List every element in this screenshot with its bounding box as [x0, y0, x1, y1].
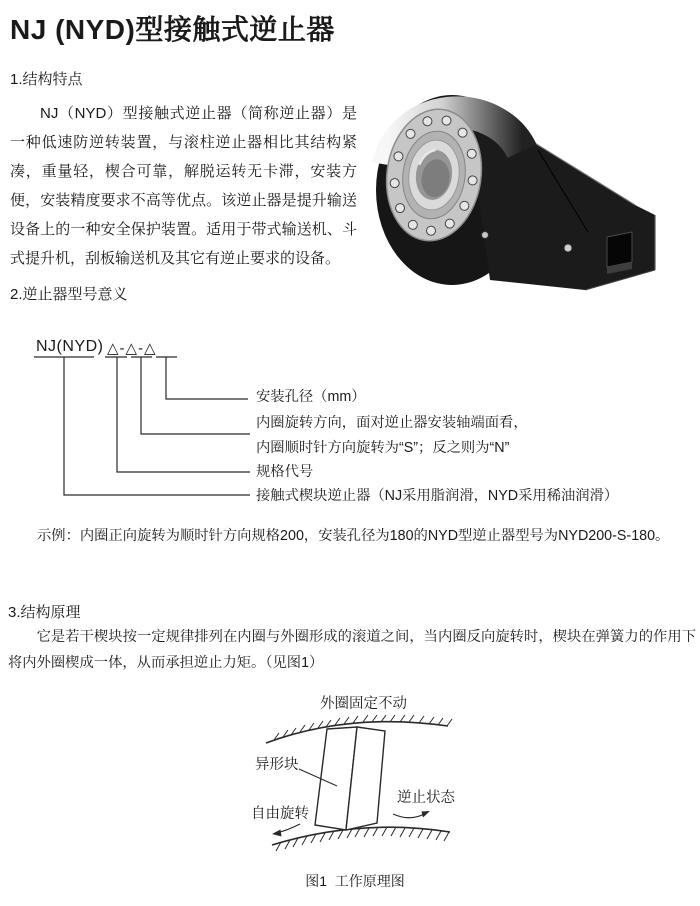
backstop-device-image [370, 85, 700, 300]
model-prefix: NJ(NYD) [36, 338, 104, 355]
model-label-direction-1: 内圈旋转方向，面对逆止器安装轴端面看， [256, 415, 528, 431]
model-label-direction-2: 内圈顺时针方向旋转为“S”；反之则为“N” [256, 440, 510, 456]
figure1-label-free: 自由旋转 [251, 806, 309, 822]
arm-bolt [564, 244, 572, 252]
section3-body: 它是若干楔块按一定规律排列在内圈与外圈形成的滚道之间，当内圈反向旋转时，楔块在弹簧力的作用下将内外圈楔成一体，从而承担逆止力矩。（见图1） [8, 629, 696, 671]
figure1-label-block: 异形块 [255, 757, 299, 773]
model-label-type: 接触式楔块逆止器（NJ采用脂润滑，NYD采用稀油润滑） [256, 488, 619, 504]
section3-heading: 3.结构原理 [8, 604, 81, 621]
figure1-diagram [230, 690, 480, 870]
backstop-arrow [393, 813, 426, 818]
model-label-spec: 规格代号 [256, 464, 314, 480]
page-title: NJ (NYD)型接触式逆止器 [10, 14, 335, 45]
figure1-caption: 图1 工作原理图 [305, 873, 405, 889]
model-label-bore: 安装孔径（mm） [256, 389, 366, 405]
model-example: 示例：内圈正向旋转为顺时针方向规格200，安装孔径为180的NYD型逆止器型号为NYD200-S-180。 [37, 528, 670, 544]
figure1-label-backstop: 逆止状态 [397, 790, 455, 806]
figure1-label-outer-ring: 外圈固定不动 [320, 696, 407, 712]
arm-bolt [482, 232, 489, 239]
model-placeholders: △-△-△ [107, 340, 157, 357]
product-photo [370, 85, 700, 300]
section2-heading: 2.逆止器型号意义 [10, 286, 128, 303]
inner-ring-arc [272, 827, 450, 845]
section1-heading: 1.结构特点 [10, 71, 83, 88]
section1-body: NJ（NYD）型接触式逆止器（简称逆止器）是一种低速防逆转装置，与滚柱逆止器相比其结构紧凑，重量轻，楔合可靠，解脱运转无卡滞，安装方便，安装精度要求不高等优点。该逆止器是提升输送设备上的一种安全保护装置。适用于带式输送机、斗式提升机，刮板输送机及其它有逆止要求的设备。 [10, 105, 357, 267]
box-opening [607, 232, 632, 267]
